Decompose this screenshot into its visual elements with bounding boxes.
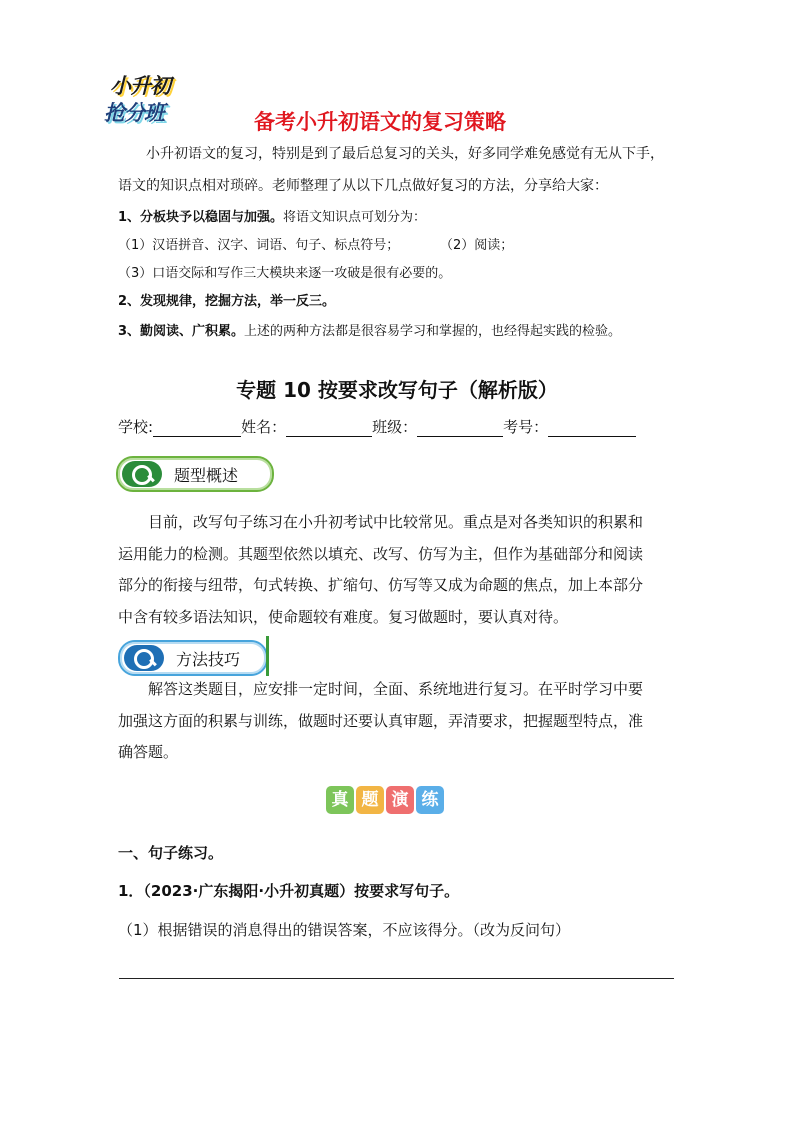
student-info-row xyxy=(118,416,636,438)
logo-text-top: 小升初 xyxy=(110,74,170,98)
practice-char: 题 xyxy=(356,786,384,814)
strategy-item-1a: （1）汉语拼音、汉字、词语、句子、标点符号； xyxy=(118,238,400,253)
method-line: 解答这类题目，应安排一定时间，全面、系统地进行复习。在平时学习中要 xyxy=(148,680,644,698)
strategy-item-3-text: 上述的两种方法都是很容易学习和掌握的，也经得起实践的检验。 xyxy=(244,324,622,339)
overview-line: 运用能力的检测。其题型依然以填充、改写、仿写为主，但作为基础部分和阅读 xyxy=(118,544,644,563)
method-line: 确答题。 xyxy=(118,743,179,761)
overview-line: 目前，改写句子练习在小升初考试中比较常见。重点是对各类知识的积累和 xyxy=(148,513,644,531)
logo-text-bottom: 抢分班 xyxy=(104,101,164,125)
class-label: 班级： xyxy=(372,418,418,436)
name-label: 姓名： xyxy=(241,418,287,436)
method-badge-accent xyxy=(266,636,269,676)
search-icon xyxy=(124,645,164,671)
method-badge-label: 方法技巧 xyxy=(176,650,241,669)
strategy-item-1 xyxy=(118,208,426,228)
exam-no-field[interactable] xyxy=(548,418,636,437)
practice-char: 演 xyxy=(386,786,414,814)
question-1: 1．（2023·广东揭阳·小升初真题）按要求写句子。 xyxy=(118,882,460,900)
answer-line[interactable] xyxy=(119,978,674,979)
school-label: 学校: xyxy=(118,418,154,436)
method-badge xyxy=(118,640,268,676)
intro-line-1: 小升初语文的复习，特别是到了最后总复习的关头，好多同学难免感觉有无从下手， xyxy=(146,146,664,162)
strategy-item-1-text: 将语文知识点可划分为： xyxy=(283,210,427,225)
practice-char: 练 xyxy=(416,786,444,814)
practice-label xyxy=(326,786,446,818)
overview-line: 中含有较多语法知识，使命题较有难度。复习做题时，要认真对待。 xyxy=(118,607,569,626)
logo xyxy=(104,70,212,130)
question-1-1: （1）根据错误的消息得出的错误答案，不应该得分。（改为反问句） xyxy=(118,921,571,939)
strategy-item-1b: （2）阅读； xyxy=(440,238,514,253)
strategy-item-2: 2、发现规律，挖掘方法，举一反三。 xyxy=(118,294,336,309)
practice-char: 真 xyxy=(326,786,354,814)
search-icon xyxy=(122,461,162,487)
overview-line: 部分的衔接与纽带，句式转换、扩缩句、仿写等又成为命题的焦点，加上本部分 xyxy=(118,576,644,594)
topic-title: 专题 10 按要求改写句子（解析版） xyxy=(236,378,558,402)
overview-badge xyxy=(116,456,274,492)
strategy-item-3-heading: 3、勤阅读、广积累。 xyxy=(118,324,245,339)
class-field[interactable] xyxy=(417,418,503,437)
strategy-item-1-heading: 1、分板块予以稳固与加强。 xyxy=(118,210,284,225)
method-line: 加强这方面的积累与训练，做题时还要认真审题，弄清要求，把握题型特点，准 xyxy=(118,711,644,730)
name-field[interactable] xyxy=(286,418,372,437)
school-field[interactable] xyxy=(153,418,241,437)
exam-no-label: 考号： xyxy=(503,418,549,436)
strategy-item-3 xyxy=(118,322,621,342)
strategy-item-1c: （3）口语交际和写作三大模块来逐一攻破是很有必要的。 xyxy=(118,266,452,281)
overview-paragraph xyxy=(118,507,674,633)
overview-badge-label: 题型概述 xyxy=(174,466,239,485)
page-title: 备考小升初语文的复习策略 xyxy=(254,110,506,134)
intro-line-2: 语文的知识点相对琐碎。老师整理了从以下几点做好复习的方法，分享给大家： xyxy=(118,178,608,194)
section-heading: 一、句子练习。 xyxy=(118,844,224,862)
method-paragraph xyxy=(118,674,674,769)
